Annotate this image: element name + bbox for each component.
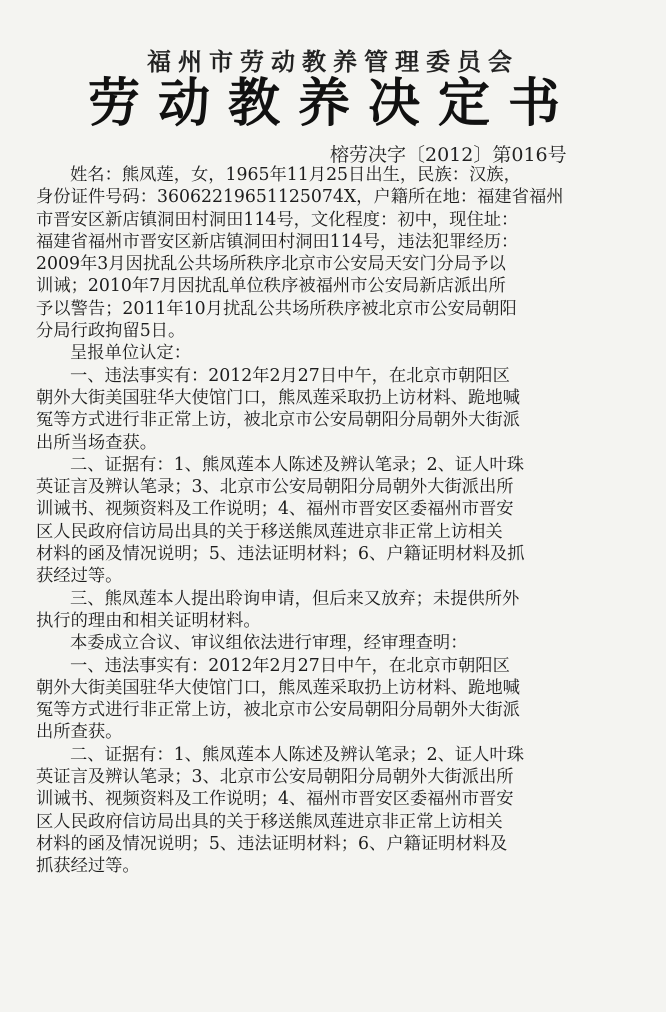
committee-findings-section bbox=[36, 632, 648, 877]
text-line: 一、违法事实有：2012年2月27日中午，在北京市朝阳区 bbox=[70, 655, 510, 676]
text-line: 2009年3月因扰乱公共场所秩序北京市公安局天安门分局予以 bbox=[36, 254, 506, 275]
text-line: 英证言及辨认笔录；3、北京市公安局朝阳分局朝外大街派出所 bbox=[36, 477, 514, 498]
text-line: 姓名：熊凤莲，女，1965年11月25日出生，民族：汉族， bbox=[70, 165, 521, 185]
text-line: 朝外大街美国驻华大使馆门口，熊凤莲采取扔上访材料、跪地喊 bbox=[36, 387, 520, 408]
text-line: 英证言及辨认笔录；3、北京市公安局朝阳分局朝外大街派出所 bbox=[36, 767, 514, 788]
text-line: 训诫书、视频资料及工作说明；4、福州市晋安区委福州市晋安 bbox=[36, 789, 514, 810]
text-line: 材料的函及情况说明；5、违法证明材料；6、户籍证明材料及 bbox=[36, 833, 508, 854]
personal-info-section bbox=[36, 164, 648, 342]
document-body bbox=[36, 164, 648, 878]
text-line: 分局行政拘留5日。 bbox=[36, 321, 186, 342]
text-line: 一、违法事实有：2012年2月27日中午，在北京市朝阳区 bbox=[70, 365, 510, 386]
text-line: 朝外大街美国驻华大使馆门口，熊凤莲采取扔上访材料、跪地喊 bbox=[36, 677, 520, 698]
text-line: 区人民政府信访局出具的关于移送熊凤莲进京非正常上访相关 bbox=[36, 521, 503, 542]
text-line: 福建省福州市晋安区新店镇洞田村洞田114号，违法犯罪经历： bbox=[36, 231, 519, 252]
text-line: 获经过等。 bbox=[36, 566, 123, 587]
text-line: 二、证据有：1、熊凤莲本人陈述及辨认笔录；2、证人叶珠 bbox=[70, 454, 525, 475]
text-line: 材料的函及情况说明；5、违法证明材料；6、户籍证明材料及抓 bbox=[36, 544, 525, 565]
text-line: 二、证据有：1、熊凤莲本人陈述及辨认笔录；2、证人叶珠 bbox=[70, 744, 525, 765]
text-line: 予以警告；2011年10月扰乱公共场所秩序被北京市公安局朝阳 bbox=[36, 298, 517, 319]
document-number: 榕劳决字〔2012〕第016号 bbox=[330, 144, 567, 166]
text-line: 训诫书、视频资料及工作说明；4、福州市晋安区委福州市晋安 bbox=[36, 499, 514, 520]
text-line: 训诫；2010年7月因扰乱单位秩序被福州市公安局新店派出所 bbox=[36, 276, 506, 297]
text-line: 身份证件号码：36062219651125074X，户籍所在地：福建省福州 bbox=[36, 187, 564, 208]
text-line: 冤等方式进行非正常上访，被北京市公安局朝阳分局朝外大街派 bbox=[36, 700, 520, 721]
section-heading: 呈报单位认定： bbox=[70, 343, 191, 364]
text-line: 抓获经过等。 bbox=[36, 856, 140, 877]
text-line: 区人民政府信访局出具的关于移送熊凤莲进京非正常上访相关 bbox=[36, 811, 503, 832]
text-line: 执行的理由和相关证明材料。 bbox=[36, 610, 261, 631]
reporting-unit-section bbox=[36, 342, 648, 632]
text-line: 冤等方式进行非正常上访，被北京市公安局朝阳分局朝外大街派 bbox=[36, 410, 520, 431]
issuing-agency: 福州市劳动教养管理委员会 bbox=[147, 47, 519, 76]
section-heading: 本委成立合议、审议组依法进行审理，经审理查明： bbox=[70, 633, 468, 654]
text-line: 市晋安区新店镇洞田村洞田114号，文化程度：初中，现住址： bbox=[36, 209, 519, 230]
text-line: 出所查获。 bbox=[36, 722, 123, 743]
text-line: 三、熊凤莲本人提出聆询申请，但后来又放弃；未提供所外 bbox=[70, 588, 520, 609]
document-title: 劳动教养决定书 bbox=[87, 73, 578, 134]
text-line: 出所当场查获。 bbox=[36, 432, 157, 453]
